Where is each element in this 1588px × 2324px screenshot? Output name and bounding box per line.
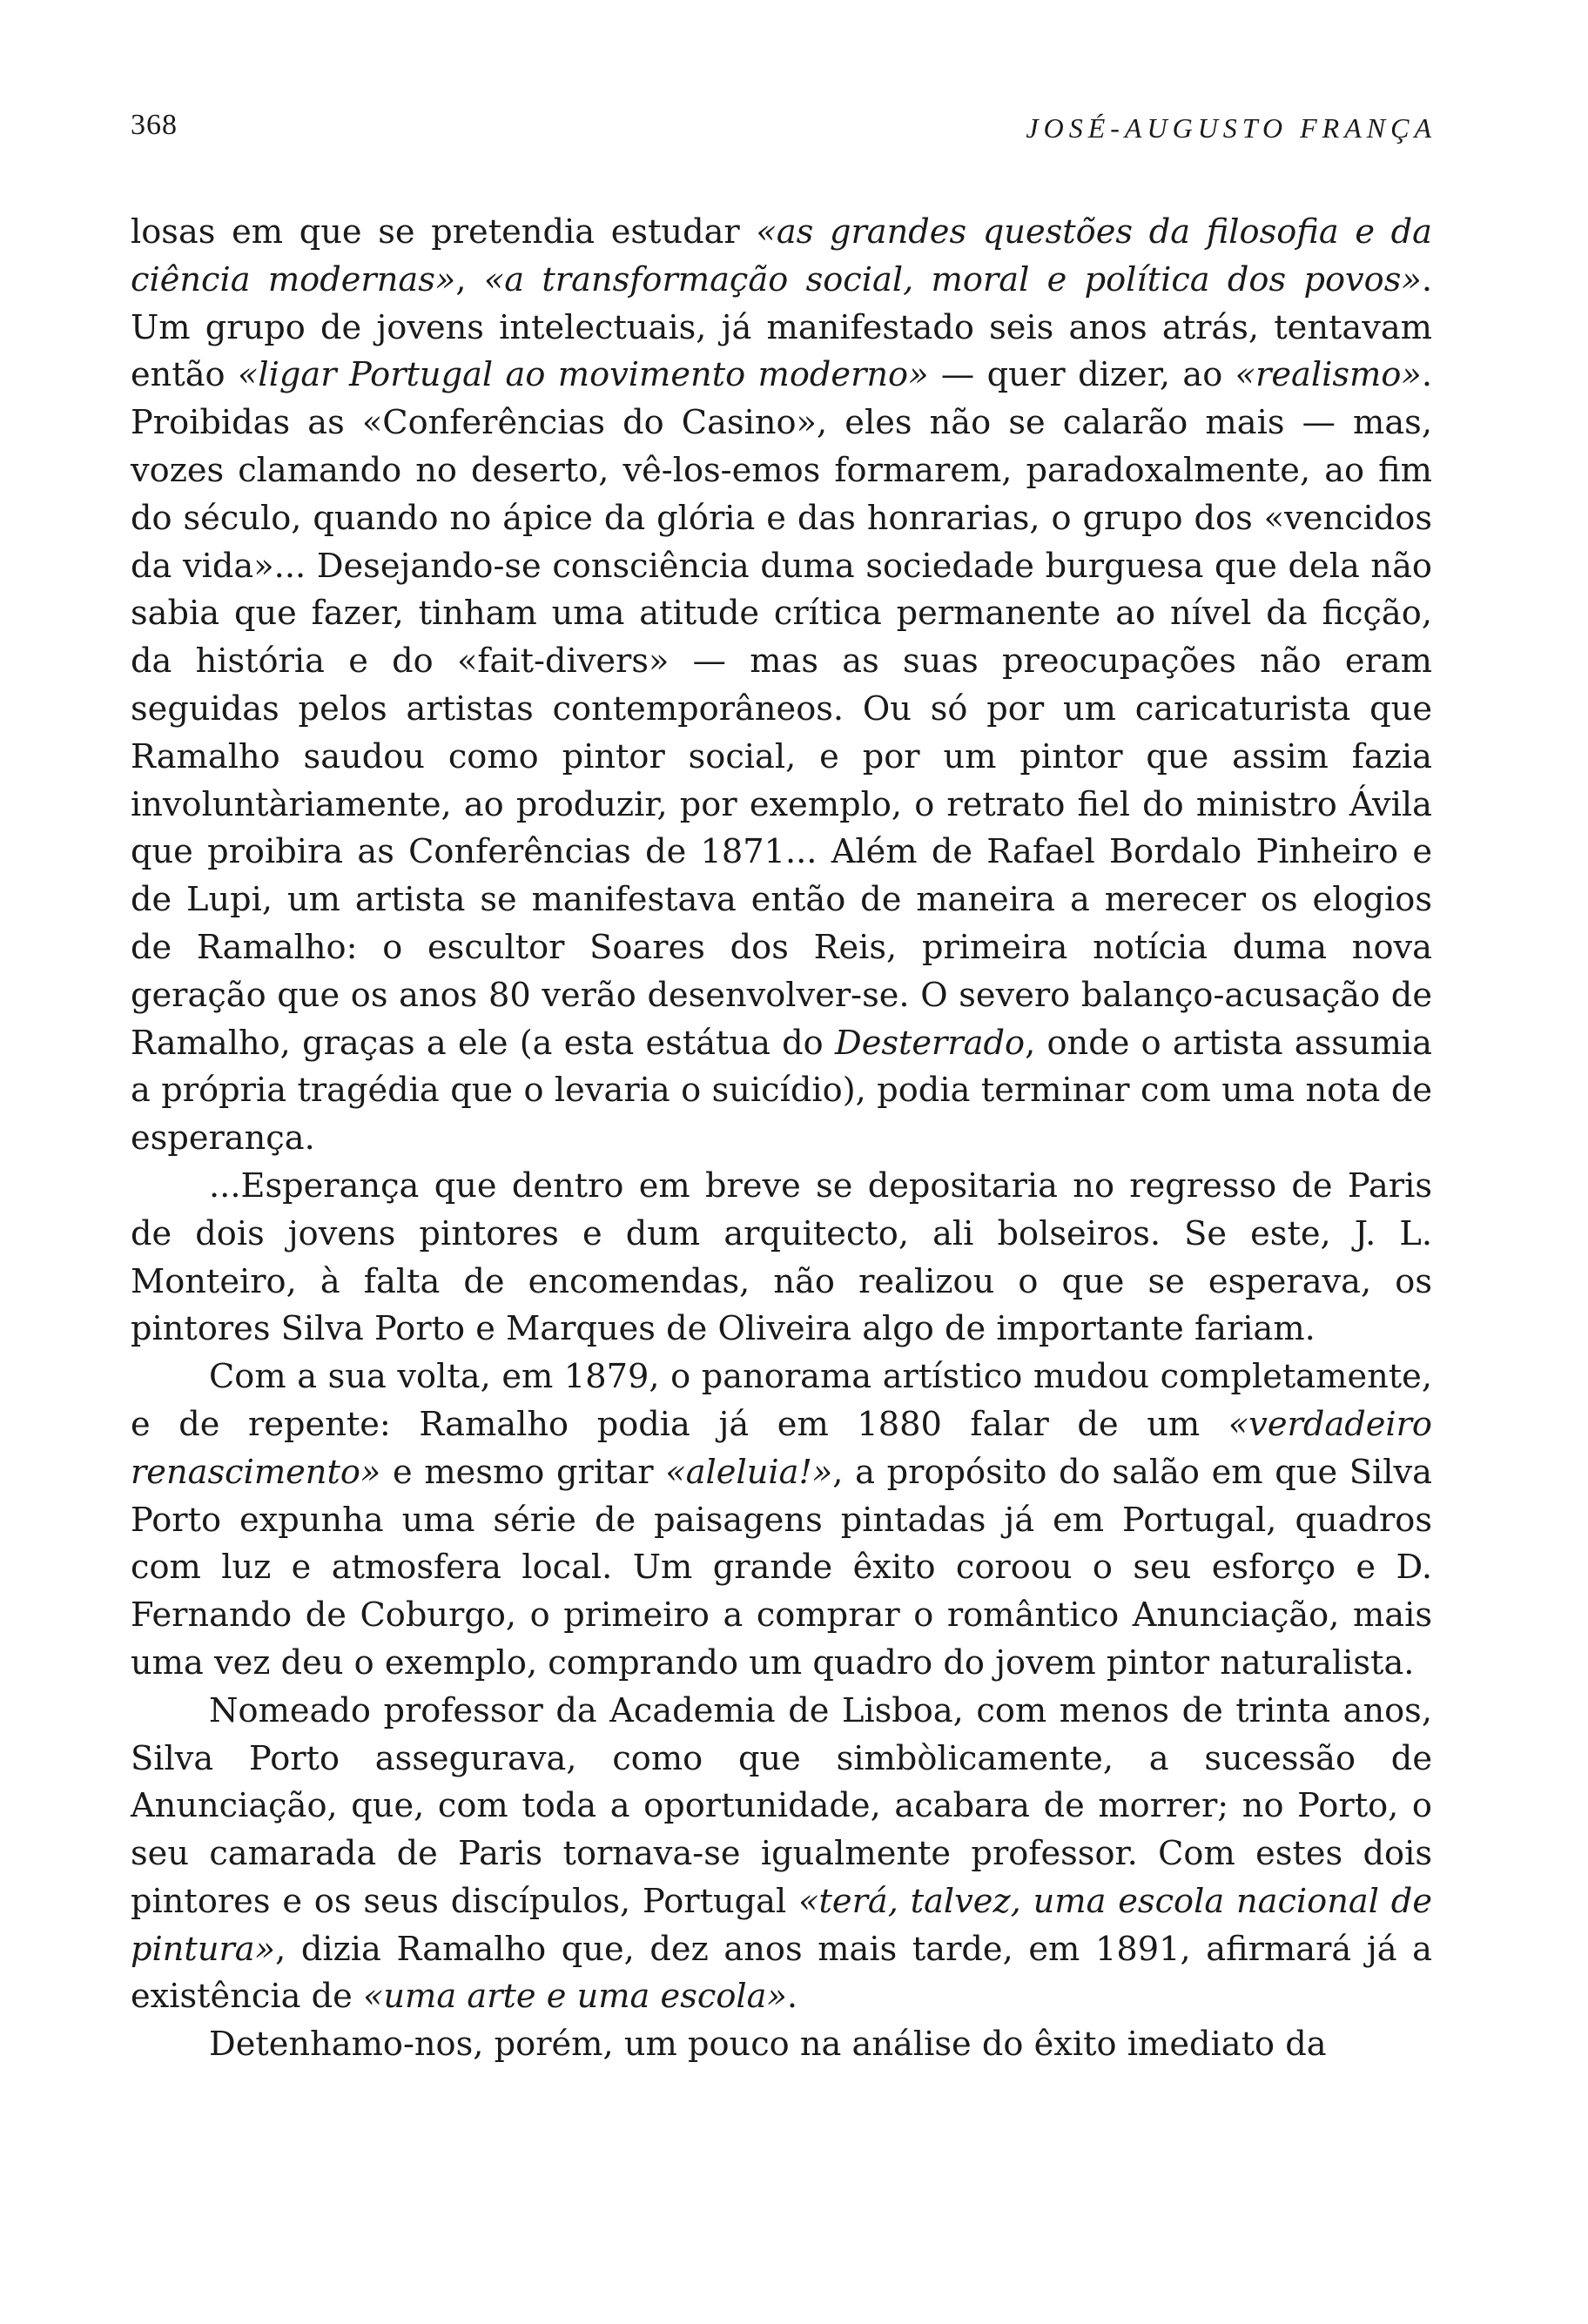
italic-quote: «terá, talvez, uma escola nacional de pintura» <box>131 1881 1432 1969</box>
body-text <box>131 209 1432 2069</box>
paragraph-p1 <box>131 209 1432 1163</box>
italic-quote: «verdadeiro renascimento» <box>131 1404 1432 1492</box>
italic-quote: «ligar Portugal ao movimento moderno» <box>237 355 929 395</box>
italic-quote: «aleluia!» <box>665 1452 833 1492</box>
text-run: — quer dizer, ao <box>928 355 1235 395</box>
paragraph-p2 <box>131 1163 1432 1353</box>
text-run: Com a sua volta, em 1879, o panorama artístico mudou completamente, e de repente: Ramalho podia já em 1880 falar de um <box>131 1357 1432 1444</box>
text-run: e mesmo gritar <box>380 1452 666 1492</box>
text-run: . <box>786 1977 798 2017</box>
text-run: ...Esperança que dentro em breve se depositaria no regresso de Paris de dois jovens pintores e dum arquitecto, ali bolseiros. Se este, J. L. Monteiro, à falta de encomendas, não realizou o que se esperava, os pintores Silva Porto e Marques de Oliveira algo de importante fariam. <box>131 1165 1432 1349</box>
italic-quote: «as grandes questões da filosofia e da ciência modernas» <box>131 212 1432 299</box>
text-run: losas em que se pretendia estudar <box>131 212 757 252</box>
text-run: , dizia Ramalho que, dez anos mais tarde, em 1891, afirmará já a existência de <box>131 1929 1432 2017</box>
italic-quote: «realismo» <box>1235 355 1422 395</box>
text-run: , <box>455 259 484 299</box>
paragraph-p3 <box>131 1353 1432 1688</box>
text-run: Nomeado professor da Academia de Lisboa, com menos de trinta anos, Silva Porto assegurava, como que simbòlicamente, a sucessão de Anunciação, que, com toda a oportunidade, acabara de morrer; no Porto, o seu camarada de Paris tornava-se igualmente professor. Com estes dois pintores e os seus discípulos, Portugal <box>131 1690 1432 1921</box>
running-head <box>131 109 1437 161</box>
page-number: 368 <box>131 109 178 141</box>
italic-quote: «a transformação social, moral e política dos povos» <box>483 259 1422 299</box>
text-run: , onde o artista assumia a própria tragédia que o levaria o suicídio), podia terminar com uma nota de esperança. <box>131 1023 1432 1159</box>
text-run: . Um grupo de jovens intelectuais, já manifestado seis anos atrás, tentavam então <box>131 259 1432 395</box>
paragraph-p4 <box>131 1688 1432 2022</box>
text-run: Detenhamo-nos, porém, um pouco na análise do êxito imediato da <box>209 2025 1327 2065</box>
running-title: JOSÉ-AUGUSTO FRANÇA <box>1026 112 1437 144</box>
italic-quote: Desterrado <box>834 1023 1026 1063</box>
italic-quote: «uma arte e uma escola» <box>362 1977 787 2017</box>
text-run: . Proibidas as «Conferências do Casino», eles não se calarão mais — mas, vozes clamando no deserto, vê-los-emos formarem, paradoxalmente, ao fim do século, quando no ápice da glória e das honrarias, o grupo dos «vencidos da vida»... Desejando-se consciência duma sociedade burguesa que dela não sabia que fazer, tinham uma atitude crítica permanente ao nível da ficção, da história e do «fait-divers» — mas as suas preocupações não eram seguidas pelos artistas contemporâneos. Ou só por um caricaturista que Ramalho saudou como pintor social, e por um pintor que assim fazia involuntàriamente, ao produzir, por exemplo, o retrato fiel do ministro Ávila que proibira as Conferências de 1871... Além de Rafael Bordalo Pinheiro e de Lupi, um artista se manifestava então de maneira a merecer os elogios de Ramalho: o escultor Soares dos Reis, primeira notícia duma nova geração que os anos 80 verão desenvolver-se. O severo balanço-acusação de Ramalho, graças a ele (a esta estátua do <box>131 355 1433 1063</box>
text-run: , a propósito do salão em que Silva Porto expunha uma série de paisagens pintadas já em Portugal, quadros com luz e atmosfera local. Um grande êxito coroou o seu esforço e D. Fernando de Coburgo, o primeiro a comprar o romântico Anunciação, mais uma vez deu o exemplo, comprando um quadro do jovem pintor naturalista. <box>131 1452 1432 1683</box>
paragraph-p5 <box>131 2021 1432 2069</box>
